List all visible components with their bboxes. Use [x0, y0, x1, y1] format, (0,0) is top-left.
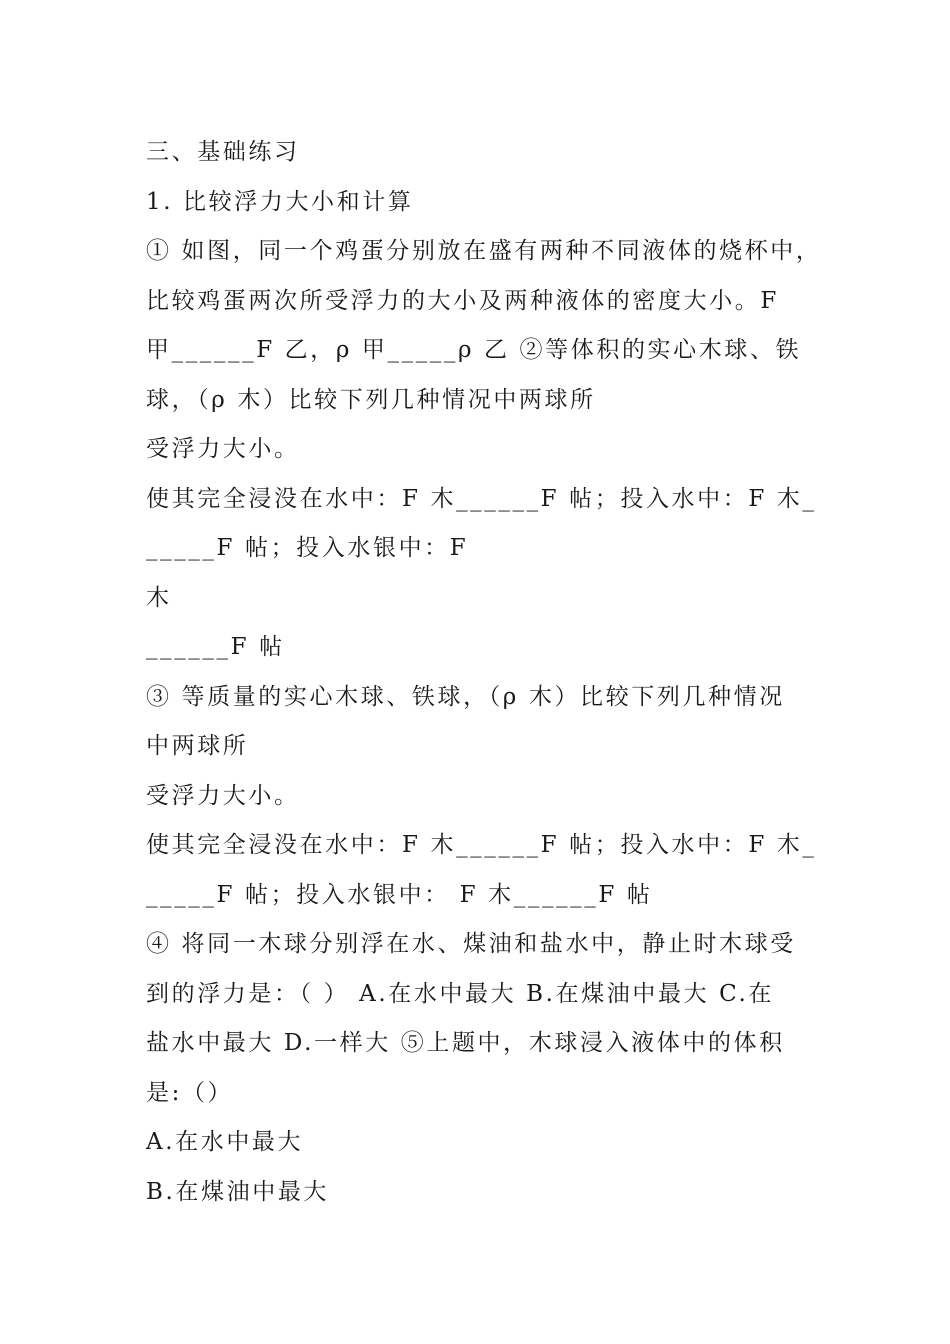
text-line: ① 如图，同一个鸡蛋分别放在盛有两种不同液体的烧杯中， [146, 238, 822, 264]
document-page [146, 128, 826, 1217]
text-line: 受浮力大小。 [146, 782, 300, 809]
text-line: 到的浮力是：（ ） A.在水中最大 B.在煤油中最大 C.在 [146, 980, 774, 1007]
text-line: 是:（） [146, 1079, 234, 1106]
text-line: 甲______F 乙，ρ 甲_____ρ 乙 ②等体积的实心木球、铁 [146, 337, 802, 363]
text-line: 球，（ρ 木）比较下列几种情况中两球所 [146, 386, 596, 413]
text-line: ③ 等质量的实心木球、铁球，（ρ 木）比较下列几种情况 [146, 683, 785, 710]
text-line: _____F 帖；投入水银中：F [146, 535, 469, 561]
section-heading: 三、基础练习 [146, 139, 300, 165]
text-line: 使其完全浸没在水中：F 木______F 帖；投入水中：F 木_ [146, 832, 817, 858]
text-line: 使其完全浸没在水中：F 木______F 帖；投入水中：F 木_ [146, 485, 817, 512]
question-heading: 1. 比较浮力大小和计算 [146, 188, 414, 215]
text-line: ______F 帖 [146, 634, 285, 660]
text-line: 中两球所 [146, 733, 249, 759]
text-line: _____F 帖；投入水银中： F 木______F 帖 [146, 881, 653, 908]
text-line: ④ 将同一木球分别浮在水、煤油和盐水中，静止时木球受 [146, 931, 796, 957]
text-line: 盐水中最大 D.一样大 ⑤上题中，木球浸入液体中的体积 [146, 1030, 785, 1056]
option-line: A.在水中最大 [146, 1129, 304, 1155]
option-line: B.在煤油中最大 [146, 1178, 330, 1205]
text-line: 比较鸡蛋两次所受浮力的大小及两种液体的密度大小。F [146, 287, 779, 314]
text-line: 木 [146, 584, 172, 611]
text-line: 受浮力大小。 [146, 436, 300, 462]
